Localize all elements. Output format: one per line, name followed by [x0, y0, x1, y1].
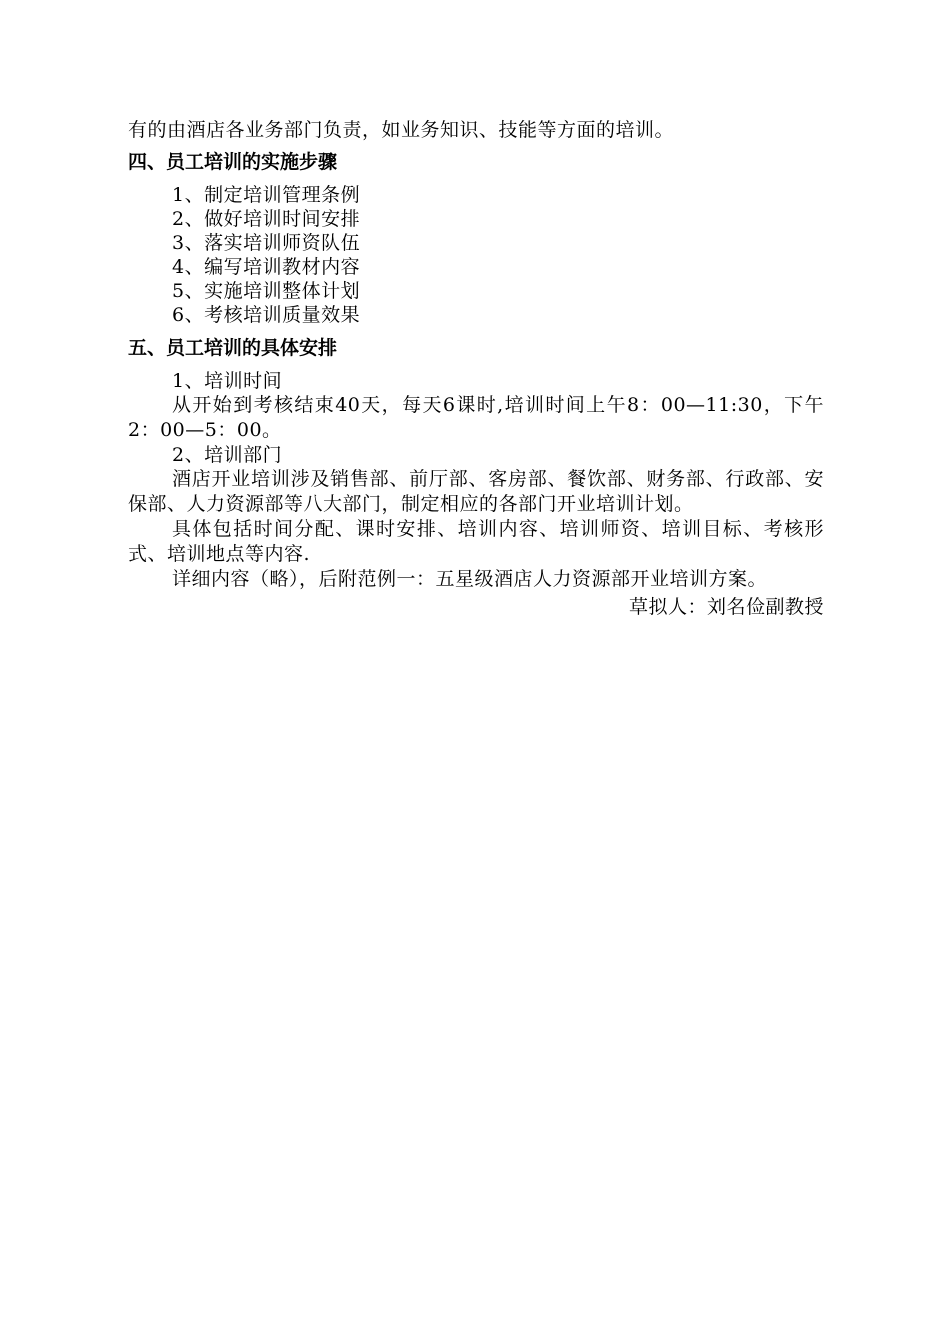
- list-item: 3、落实培训师资队伍: [172, 232, 361, 254]
- list-item: 5、实施培训整体计划: [172, 280, 361, 302]
- paragraph-appendix: 详细内容（略），后附范例一：五星级酒店人力资源部开业培训方案。: [172, 568, 768, 590]
- list-item: 4、编写培训教材内容: [172, 256, 361, 278]
- sub-title-training-time: 1、培训时间: [172, 370, 283, 392]
- section4-heading: 四、员工培训的实施步骤: [128, 151, 338, 173]
- sub-title-training-departments: 2、培训部门: [172, 444, 283, 466]
- paragraph-training-departments: 酒店开业培训涉及销售部、前厅部、客房部、餐饮部、财务部、行政部、安保部、人力资源部等八大部门，制定相应的各部门开业培训计划。: [128, 468, 824, 515]
- list-item: 6、考核培训质量效果: [172, 304, 361, 326]
- paragraph-training-time: 从开始到考核结束40天，每天6课时,培训时间上午8：00—11:30，下午2：00—5：00。: [128, 394, 824, 441]
- steps-list: [128, 183, 824, 327]
- section5-heading: 五、员工培训的具体安排: [128, 337, 338, 359]
- list-item: 2、做好培训时间安排: [172, 208, 361, 230]
- document-page: [128, 118, 824, 620]
- signature: 草拟人：刘名俭副教授: [628, 596, 824, 618]
- intro-line: 有的由酒店各业务部门负责，如业务知识、技能等方面的培训。: [128, 119, 675, 141]
- paragraph-details: 具体包括时间分配、课时安排、培训内容、培训师资、培训目标、考核形式、培训地点等内容.: [128, 518, 824, 565]
- list-item: 1、制定培训管理条例: [172, 184, 361, 206]
